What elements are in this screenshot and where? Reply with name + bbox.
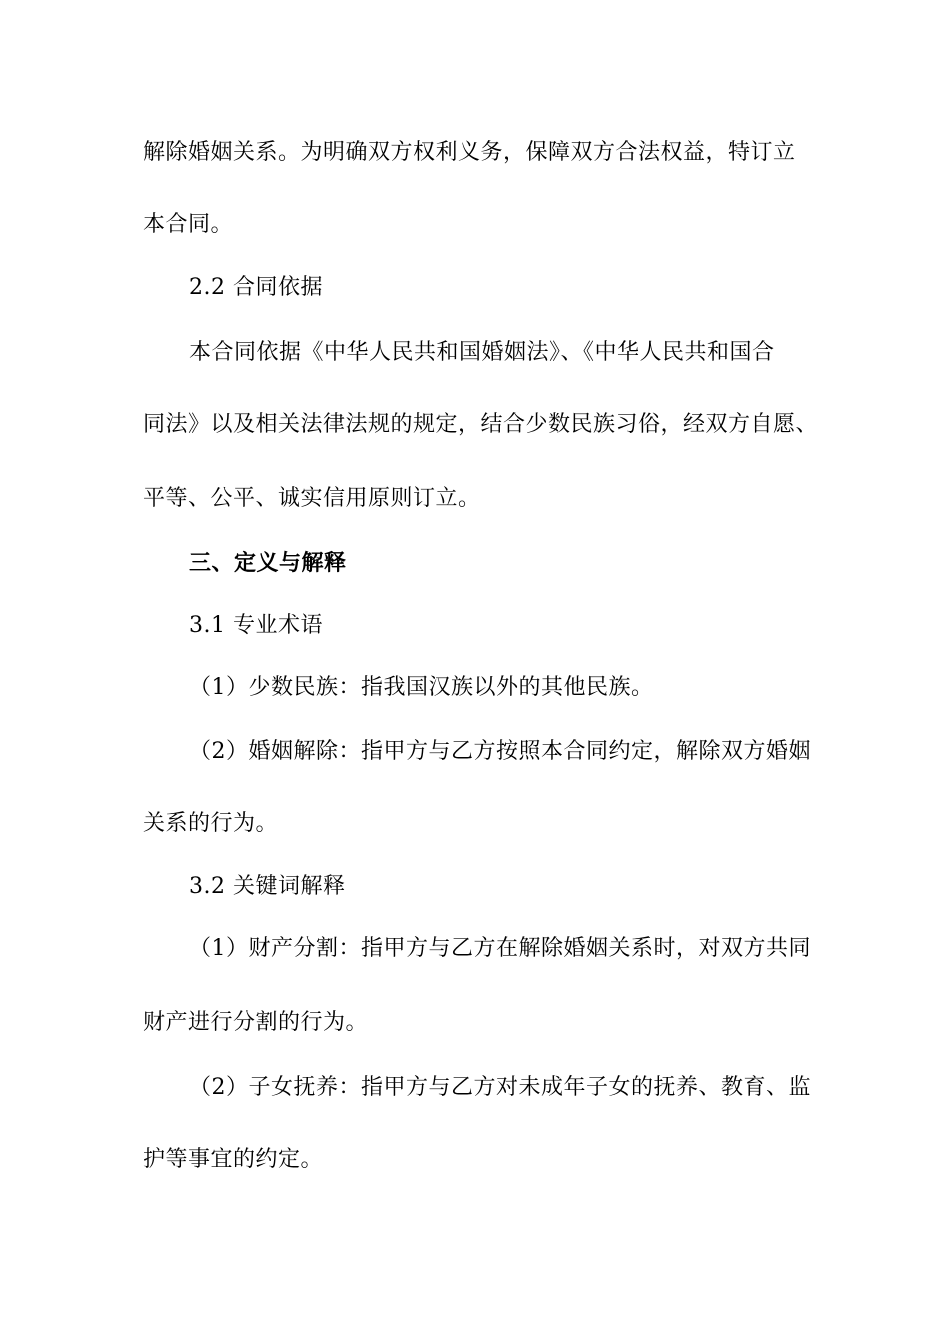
paragraph-line: 关系的行为。 bbox=[143, 811, 279, 836]
paragraph-line: 本合同依据《中华人民共和国婚姻法》、《中华人民共和国合 bbox=[189, 340, 775, 365]
paragraph-line: 财产进行分割的行为。 bbox=[143, 1010, 369, 1035]
paragraph-line: 同法》以及相关法律法规的规定，结合少数民族习俗，经双方自愿、 bbox=[143, 412, 819, 437]
list-item: （1）财产分割：指甲方与乙方在解除婚姻关系时，对双方共同 bbox=[189, 936, 811, 961]
section-heading: 3.1 专业术语 bbox=[189, 613, 323, 638]
paragraph-line: 本合同。 bbox=[143, 212, 234, 237]
paragraph-line: 解除婚姻关系。为明确双方权利义务，保障双方合法权益，特订立 bbox=[143, 140, 796, 165]
section-heading: 2.2 合同依据 bbox=[189, 275, 323, 300]
list-item: （1）少数民族：指我国汉族以外的其他民族。 bbox=[189, 675, 654, 700]
section-heading: 3.2 关键词解释 bbox=[189, 874, 346, 899]
list-item: （2）婚姻解除：指甲方与乙方按照本合同约定，解除双方婚姻 bbox=[189, 739, 811, 764]
paragraph-line: 平等、公平、诚实信用原则订立。 bbox=[143, 486, 481, 511]
paragraph-line: 护等事宜的约定。 bbox=[143, 1147, 324, 1172]
list-item: （2）子女抚养：指甲方与乙方对未成年子女的抚养、教育、监 bbox=[189, 1075, 811, 1100]
chapter-heading: 三、定义与解释 bbox=[189, 550, 347, 576]
